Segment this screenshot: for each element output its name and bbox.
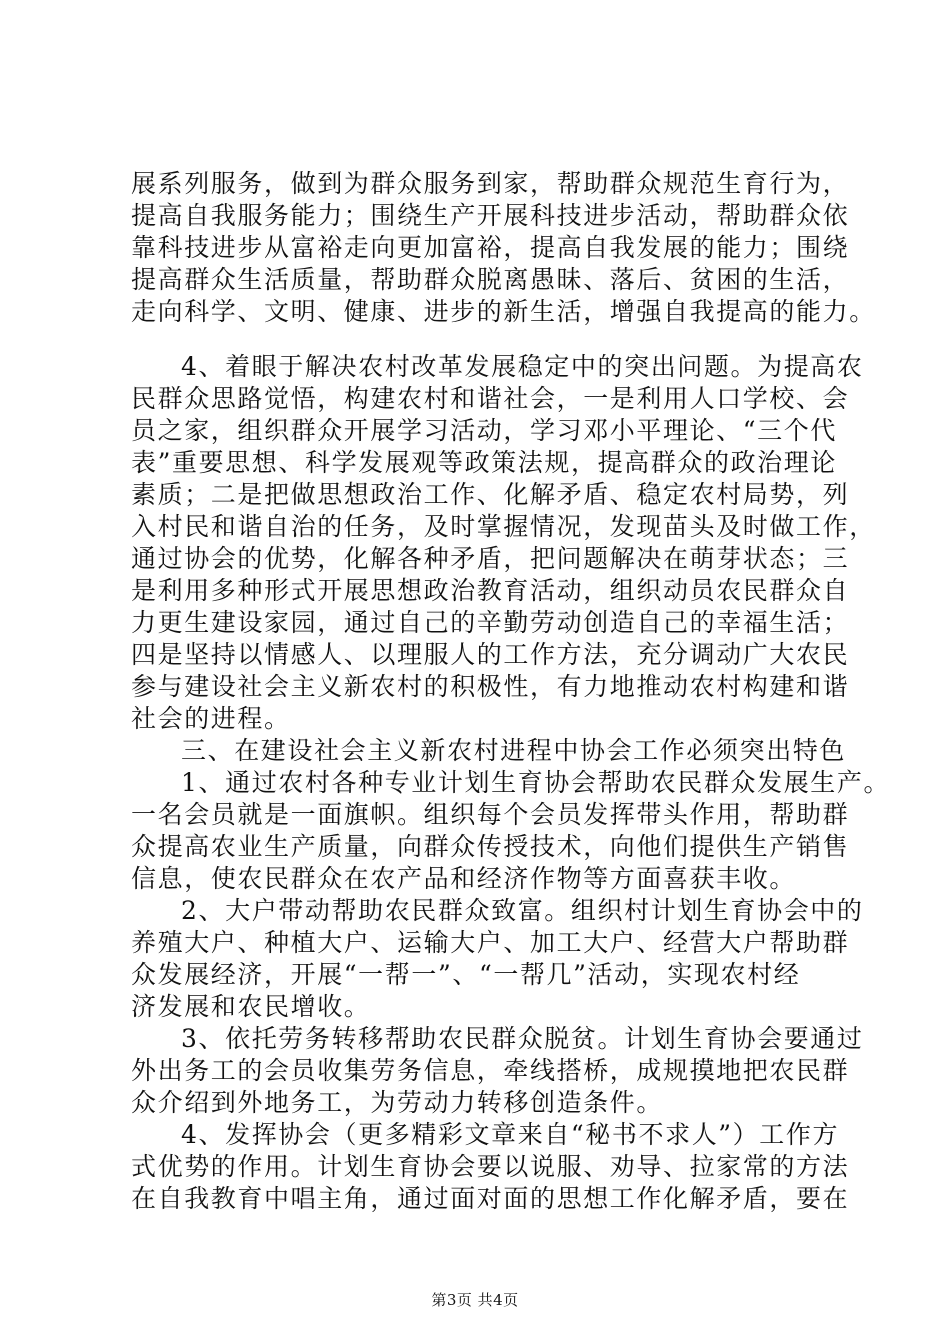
text-line: 表”重要思想、科学发展观等政策法规，提高群众的政治理论: [131, 448, 837, 477]
text-line: 2、大户带动帮助农民群众致富。组织村计划生育协会中的: [181, 896, 864, 925]
text-line: 是利用多种形式开展思想政治教育活动，组织动员农民群众自: [131, 576, 850, 605]
text-line: 济发展和农民增收。: [131, 992, 371, 1021]
text-line: 信息，使农民群众在农产品和经济作物等方面喜获丰收。: [131, 864, 797, 893]
text-line: 4、发挥协会（更多精彩文章来自“秘书不求人”）工作方: [181, 1120, 840, 1149]
document-body: [131, 168, 891, 1215]
text-line: 展系列服务，做到为群众服务到家，帮助群众规范生育行为，: [131, 169, 850, 198]
text-line: 外出务工的会员收集劳务信息，牵线搭桥，成规摸地把农民群: [131, 1056, 850, 1085]
text-line: 社会的进程。: [131, 704, 291, 733]
text-line: 一名会员就是一面旗帜。组织每个会员发挥带头作用，帮助群: [131, 800, 850, 829]
text-line: 众发展经济，开展“一帮一”、“一帮几”活动，实现农村经: [131, 960, 801, 989]
text-line: 力更生建设家园，通过自己的辛勤劳动创造自己的幸福生活；: [131, 608, 850, 637]
text-line: 众介绍到外地务工，为劳动力转移创造条件。: [131, 1088, 664, 1117]
text-line: 提高群众生活质量，帮助群众脱离愚昧、落后、贫困的生活，: [131, 265, 850, 294]
section-heading: 三、在建设社会主义新农村进程中协会工作必须突出特色: [181, 736, 847, 765]
text-line: 参与建设社会主义新农村的积极性，有力地推动农村构建和谐: [131, 672, 850, 701]
text-line: 通过协会的优势，化解各种矛盾，把问题解决在萌芽状态；三: [131, 544, 850, 573]
text-line: 素质；二是把做思想政治工作、化解矛盾、稳定农村局势，列: [131, 480, 850, 509]
text-line: 3、依托劳务转移帮助农民群众脱贫。计划生育协会要通过: [181, 1024, 864, 1053]
text-line: 四是坚持以情感人、以理服人的工作方法，充分调动广大农民: [131, 640, 850, 669]
text-line: 众提高农业生产质量，向群众传授技术，向他们提供生产销售: [131, 832, 850, 861]
page-number-footer: 第3页 共4页: [431, 1291, 519, 1309]
text-line: 4、着眼于解决农村改革发展稳定中的突出问题。为提高农: [181, 352, 864, 381]
text-line: 入村民和谐自治的任务，及时掌握情况，发现苗头及时做工作，: [131, 512, 876, 541]
text-line: 在自我教育中唱主角，通过面对面的思想工作化解矛盾，要在: [131, 1184, 850, 1213]
text-line: 提高自我服务能力；围绕生产开展科技进步活动，帮助群众依: [131, 201, 850, 230]
text-line: 走向科学、文明、健康、进步的新生活，增强自我提高的能力。: [131, 297, 876, 326]
text-line: 1、通过农村各种专业计划生育协会帮助农民群众发展生产。: [181, 768, 891, 797]
text-line: 员之家，组织群众开展学习活动，学习邓小平理论、“三个代: [131, 416, 837, 445]
text-line: 式优势的作用。计划生育协会要以说服、劝导、拉家常的方法: [131, 1152, 850, 1181]
text-line: 民群众思路觉悟，构建农村和谐社会，一是利用人口学校、会: [131, 384, 850, 413]
text-line: 养殖大户、种植大户、运输大户、加工大户、经营大户帮助群: [131, 928, 850, 957]
text-line: 靠科技进步从富裕走向更加富裕，提高自我发展的能力；围绕: [131, 233, 850, 262]
paragraph-gap: [131, 328, 831, 351]
